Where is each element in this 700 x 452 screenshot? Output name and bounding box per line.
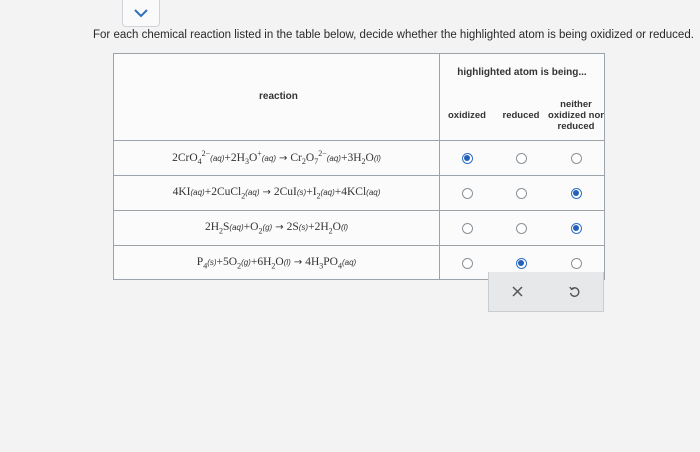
reaction-cell [114, 246, 440, 280]
radio-oxidized[interactable] [462, 223, 473, 234]
reaction-cell [114, 141, 440, 175]
x-icon [511, 285, 524, 298]
reaction-header: reaction [259, 91, 298, 102]
reduced-option[interactable] [494, 141, 548, 175]
undo-button[interactable] [546, 272, 603, 311]
oxidized-option[interactable] [440, 141, 494, 175]
neither-option[interactable] [548, 176, 604, 210]
radio-neither[interactable] [571, 223, 582, 234]
radio-neither[interactable] [571, 153, 582, 164]
reaction-table [113, 53, 605, 280]
reaction-equation: $2CrO_4^{2-}(aq)+2H_3O^+(aq) \to Cr_2O_7^{2-}(aq)+3H_2O(l)$ [172, 149, 381, 167]
oxidized-option[interactable] [440, 176, 494, 210]
radio-reduced[interactable] [516, 153, 527, 164]
reaction-equation: $2H_2S(aq)+O_2(g) \to 2S(s)+2H_2O(l)$ [204, 220, 349, 236]
reaction-cell [114, 211, 440, 245]
collapse-tab[interactable] [122, 0, 160, 27]
reaction-equation: $P_4(s)+5O_2(g)+6H_2O(l) \to 4H_3PO_4(aq)$ [196, 255, 357, 271]
radio-oxidized[interactable] [462, 188, 473, 199]
chevron-down-icon [133, 8, 149, 18]
radio-reduced[interactable] [516, 188, 527, 199]
neither-option[interactable] [548, 141, 604, 175]
column-header-reduced: reduced [494, 91, 548, 141]
radio-oxidized[interactable] [462, 258, 473, 269]
radio-neither[interactable] [571, 258, 582, 269]
question-prompt: For each chemical reaction listed in the table below, decide whether the highlighted atom is being oxidized or reduced. [93, 29, 694, 41]
reaction-header-cell [114, 54, 440, 141]
undo-icon [568, 285, 581, 298]
radio-neither[interactable] [571, 188, 582, 199]
neither-option[interactable] [548, 211, 604, 245]
reaction-equation: 4KI(aq)+2CuCl$_2$(aq) → $2CuI(s)+I_2(aq)+4KCl(aq)$ [172, 185, 381, 201]
oxidized-option[interactable] [440, 211, 494, 245]
column-header-oxidized: oxidized [440, 91, 494, 141]
highlighted-atom-header: highlighted atom is being... [457, 66, 587, 78]
reduced-option[interactable] [494, 211, 548, 245]
reduced-option[interactable] [494, 176, 548, 210]
radio-oxidized[interactable] [462, 153, 473, 164]
column-header-neither: neither oxidized nor reduced [548, 91, 604, 141]
table-row [114, 176, 604, 211]
reaction-cell [114, 176, 440, 210]
answer-action-bar [488, 272, 604, 312]
clear-button[interactable] [489, 272, 546, 311]
radio-reduced[interactable] [516, 258, 527, 269]
oxidized-option[interactable] [440, 246, 494, 280]
table-row [114, 211, 604, 246]
table-row [114, 141, 604, 176]
radio-reduced[interactable] [516, 223, 527, 234]
